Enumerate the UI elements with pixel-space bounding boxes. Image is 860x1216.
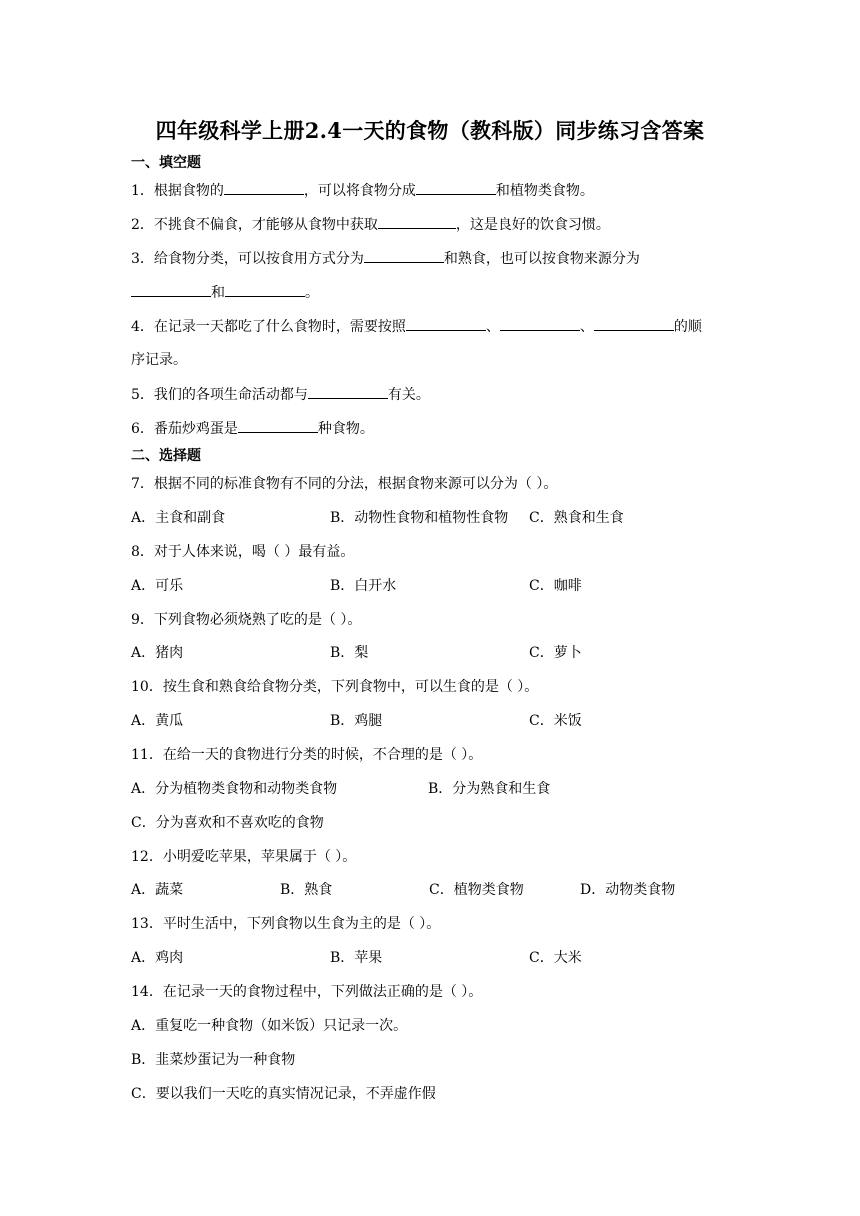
fill-question-6: 6．番茄炒鸡蛋是 种食物。 (131, 417, 374, 438)
choice-question-14: 14．在记录一天的食物过程中，下列做法正确的是（ ）。 (131, 984, 483, 1000)
document-title: 四年级科学上册2.4一天的食物（教科版）同步练习含答案 (155, 118, 705, 143)
answer-blank (406, 315, 486, 331)
option-11-b: B．分为熟食和生食 (428, 781, 551, 797)
option-7-c: C．熟食和生食 (529, 510, 624, 526)
option-11-c: C．分为喜欢和不喜欢吃的食物 (131, 815, 324, 831)
option-13-b: B．苹果 (330, 950, 383, 966)
option-12-a: A．蔬菜 (131, 882, 184, 898)
option-10-a: A．黄瓜 (131, 713, 184, 729)
option-14-c: C．要以我们一天吃的真实情况记录，不弄虚作假 (131, 1086, 436, 1102)
option-13-c: C．大米 (529, 950, 582, 966)
fill-question-2: 2．不挑食不偏食，才能够从食物中获取 ，这是良好的饮食习惯。 (131, 213, 610, 234)
answer-blank (225, 281, 305, 297)
choice-question-10: 10．按生食和熟食给食物分类，下列食物中，可以生食的是（ ）。 (131, 679, 539, 695)
fill-question-4: 4．在记录一天都吃了什么食物时，需要按照 、 、 的顺 (131, 315, 702, 336)
answer-blank (131, 281, 211, 297)
option-11-a: A．分为植物类食物和动物类食物 (131, 781, 338, 797)
choice-question-9: 9．下列食物必须烧熟了吃的是（ ）。 (131, 612, 362, 628)
answer-blank (416, 179, 496, 195)
option-12-c: C．植物类食物 (429, 882, 524, 898)
option-14-a: A．重复吃一种食物（如米饭）只记录一次。 (131, 1018, 408, 1034)
choice-question-12: 12．小明爱吃苹果，苹果属于（ ）。 (131, 849, 357, 865)
option-7-a: A．主食和副食 (131, 510, 226, 526)
option-9-c: C．萝卜 (529, 645, 582, 661)
answer-blank (364, 247, 444, 263)
option-10-c: C．米饭 (529, 713, 582, 729)
option-10-b: B．鸡腿 (330, 713, 383, 729)
choice-question-13: 13．平时生活中，下列食物以生食为主的是（ ）。 (131, 916, 441, 932)
option-8-b: B．白开水 (330, 578, 397, 594)
answer-blank (500, 315, 580, 331)
option-8-a: A．可乐 (131, 578, 184, 594)
option-13-a: A．鸡肉 (131, 950, 184, 966)
option-8-c: C．咖啡 (529, 578, 582, 594)
section-choice-heading: 二、选择题 (131, 448, 201, 464)
fill-question-5: 5．我们的各项生命活动都与 有关。 (131, 383, 430, 404)
choice-question-7: 7．根据不同的标准食物有不同的分法，根据食物来源可以分为（ ）。 (131, 476, 558, 492)
answer-blank (308, 383, 388, 399)
fill-question-1: 1．根据食物的 ，可以将食物分成 和植物类食物。 (131, 179, 594, 200)
fill-question-4-continued: 序记录。 (131, 352, 187, 368)
option-7-b: B．动物性食物和植物性食物 (330, 510, 509, 526)
answer-blank (238, 417, 318, 433)
option-9-b: B．梨 (330, 645, 369, 661)
answer-blank (594, 315, 674, 331)
fill-question-3-continued: 和 。 (131, 281, 319, 302)
option-9-a: A．猪肉 (131, 645, 184, 661)
choice-question-8: 8．对于人体来说，喝（ ）最有益。 (131, 544, 355, 560)
option-12-b: B．熟食 (280, 882, 333, 898)
option-14-b: B．韭菜炒蛋记为一种食物 (131, 1052, 296, 1068)
answer-blank (224, 179, 304, 195)
fill-question-3: 3．给食物分类，可以按食用方式分为 和熟食，也可以按食物来源分为 (131, 247, 640, 268)
choice-question-11: 11．在给一天的食物进行分类的时候，不合理的是（ ）。 (131, 747, 483, 763)
answer-blank (378, 213, 456, 229)
option-12-d: D．动物类食物 (580, 882, 676, 898)
section-fill-in-heading: 一、填空题 (131, 155, 201, 171)
